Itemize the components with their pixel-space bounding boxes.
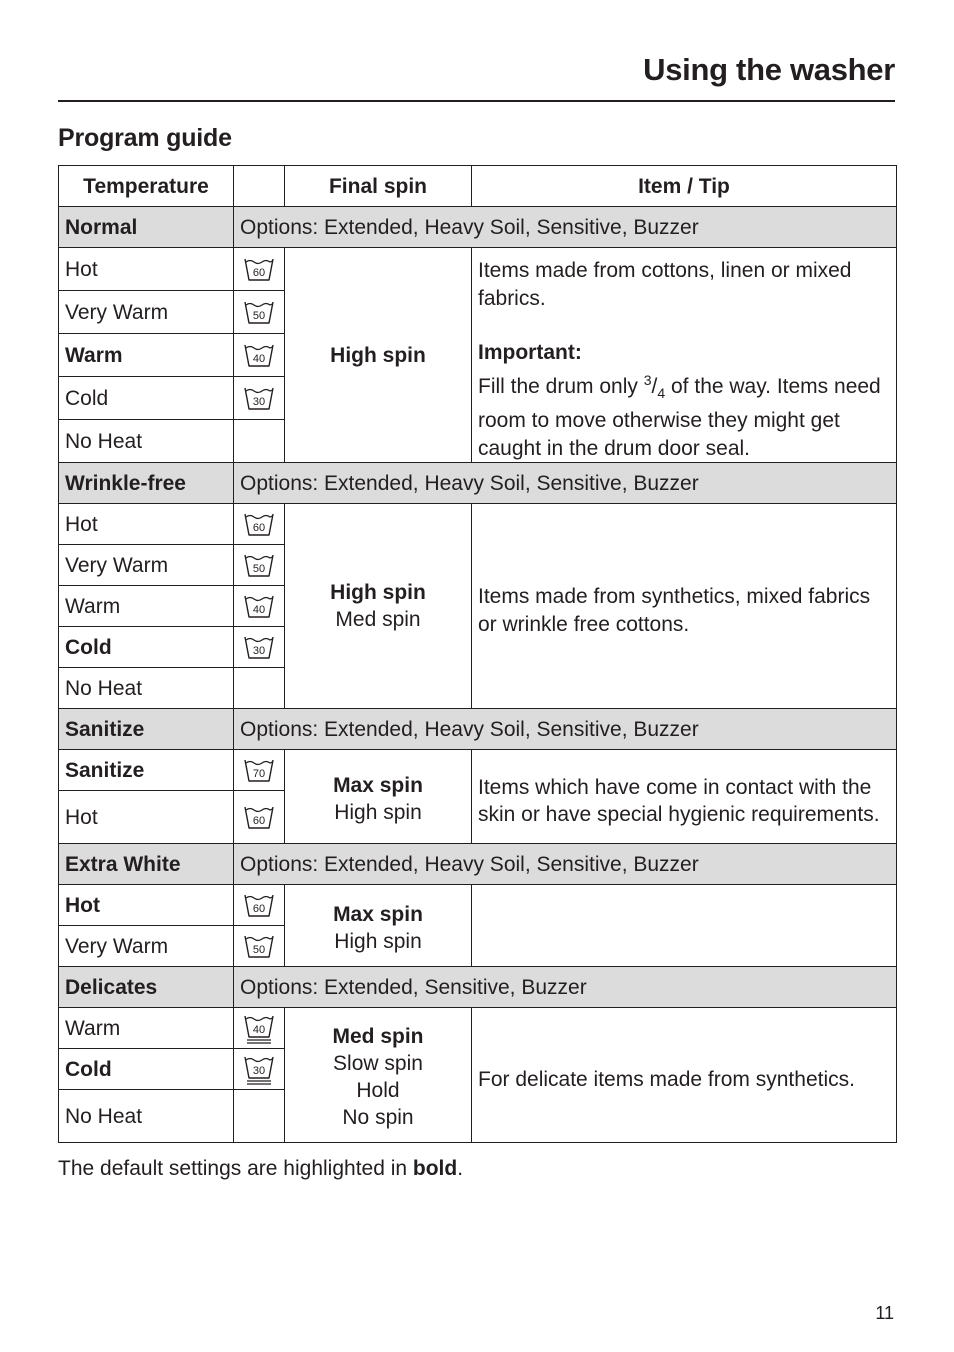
tip-text: Items which have come in contact with the skin or have special hygienic requirements.	[478, 775, 880, 827]
table-row	[59, 1008, 897, 1049]
wash-temperature-icon	[234, 377, 285, 420]
wash-temperature-icon	[234, 504, 285, 545]
wash-temperature-icon	[234, 885, 285, 926]
svg-text:30: 30	[252, 396, 266, 409]
page-number: 11	[875, 1303, 894, 1323]
temperature-cell: Very Warm	[59, 291, 234, 334]
program-row-delicates	[59, 967, 897, 1008]
program-name: Extra White	[59, 844, 234, 885]
temperature-cell: No Heat	[59, 668, 234, 709]
svg-text:30: 30	[252, 1065, 266, 1078]
program-name: Sanitize	[59, 709, 234, 750]
item-tip-cell	[472, 248, 897, 463]
svg-text:40: 40	[252, 1024, 266, 1037]
default-spin: High spin	[330, 581, 426, 605]
page-header	[58, 50, 895, 102]
temperature-cell: No Heat	[59, 420, 234, 463]
temperature-cell: Cold	[59, 377, 234, 420]
default-spin: Max spin	[333, 773, 423, 797]
spin-option: High spin	[334, 929, 422, 953]
wash-temperature-icon	[234, 926, 285, 967]
spin-option: No spin	[342, 1106, 414, 1130]
tip-text: Items made from cottons, linen or mixed fabrics.	[478, 259, 852, 310]
temperature-cell: Cold	[59, 627, 234, 668]
column-header-item-tip: Item / Tip	[472, 166, 897, 207]
column-header-temperature: Temperature	[59, 166, 234, 207]
program-name: Wrinkle-free	[59, 463, 234, 504]
empty-icon-cell	[234, 420, 285, 463]
temperature-cell: Very Warm	[59, 545, 234, 586]
item-tip-cell	[472, 1008, 897, 1143]
tip-text: Items made from synthetics, mixed fabrics or wrinkle free cottons.	[478, 585, 871, 636]
temperature-cell: Hot	[59, 791, 234, 844]
table-row	[59, 750, 897, 791]
spin-option: High spin	[334, 800, 422, 824]
empty-icon-cell	[234, 1090, 285, 1143]
table-row	[59, 248, 897, 291]
temperature-cell: Hot	[59, 504, 234, 545]
wash-temperature-icon	[234, 334, 285, 377]
program-name: Delicates	[59, 967, 234, 1008]
program-row-wrinkle-free	[59, 463, 897, 504]
program-options: Options: Extended, Heavy Soil, Sensitive, Buzzer	[234, 709, 897, 750]
important-text: Fill the drum only $^3/_4$ of the way. Items need room to move otherwise they might get caught in the drum door seal.	[478, 371, 881, 460]
section-title: Program guide	[58, 124, 232, 152]
svg-text:40: 40	[252, 604, 266, 617]
default-spin: High spin	[330, 343, 426, 367]
svg-text:60: 60	[252, 522, 266, 535]
svg-text:50: 50	[252, 944, 266, 957]
program-row-sanitize	[59, 709, 897, 750]
delicate-wash-temperature-icon	[234, 1008, 285, 1049]
svg-text:60: 60	[252, 903, 266, 916]
final-spin-cell	[285, 885, 472, 967]
default-spin: Med spin	[332, 1025, 424, 1049]
wash-temperature-icon	[234, 291, 285, 334]
program-name: Normal	[59, 207, 234, 248]
spin-option: Slow spin	[333, 1052, 423, 1076]
program-options: Options: Extended, Sensitive, Buzzer	[234, 967, 897, 1008]
program-options: Options: Extended, Heavy Soil, Sensitive, Buzzer	[234, 844, 897, 885]
spin-option: Hold	[356, 1079, 400, 1103]
temperature-cell: Sanitize	[59, 750, 234, 791]
footnote: The default settings are highlighted in bold.	[58, 1157, 464, 1180]
wash-temperature-icon	[234, 545, 285, 586]
svg-text:50: 50	[252, 563, 266, 576]
temperature-cell: Warm	[59, 1008, 234, 1049]
empty-icon-cell	[234, 668, 285, 709]
wash-temperature-icon	[234, 627, 285, 668]
item-tip-cell	[472, 750, 897, 844]
svg-text:50: 50	[252, 310, 266, 323]
spin-option: Med spin	[335, 608, 421, 632]
wash-temperature-icon	[234, 248, 285, 291]
program-row-extra-white	[59, 844, 897, 885]
program-guide-table	[58, 165, 897, 1143]
column-header-final-spin: Final spin	[285, 166, 472, 207]
svg-text:60: 60	[252, 267, 266, 280]
temperature-cell: Hot	[59, 248, 234, 291]
temperature-cell: No Heat	[59, 1090, 234, 1143]
program-options: Options: Extended, Heavy Soil, Sensitive, Buzzer	[234, 207, 897, 248]
svg-text:60: 60	[252, 815, 266, 828]
page-title: Using the washer	[643, 52, 895, 87]
wash-temperature-icon	[234, 586, 285, 627]
svg-text:70: 70	[252, 768, 266, 781]
table-row	[59, 885, 897, 926]
temperature-cell: Cold	[59, 1049, 234, 1090]
item-tip-cell	[472, 504, 897, 709]
final-spin-cell	[285, 248, 472, 463]
program-options: Options: Extended, Heavy Soil, Sensitive, Buzzer	[234, 463, 897, 504]
temperature-cell: Hot	[59, 885, 234, 926]
delicate-wash-temperature-icon	[234, 1049, 285, 1090]
column-header-icon	[234, 166, 285, 207]
final-spin-cell	[285, 1008, 472, 1143]
important-label: Important:	[478, 341, 582, 364]
default-spin: Max spin	[333, 902, 423, 926]
footnote-bold: bold	[412, 1157, 458, 1180]
wash-temperature-icon	[234, 791, 285, 844]
svg-text:30: 30	[252, 645, 266, 658]
tip-text: For delicate items made from synthetics.	[478, 1067, 855, 1091]
temperature-cell: Warm	[59, 334, 234, 377]
item-tip-cell	[472, 885, 897, 967]
temperature-cell: Warm	[59, 586, 234, 627]
table-row	[59, 504, 897, 545]
svg-text:40: 40	[252, 353, 266, 366]
final-spin-cell	[285, 504, 472, 709]
temperature-cell: Very Warm	[59, 926, 234, 967]
final-spin-cell	[285, 750, 472, 844]
wash-temperature-icon	[234, 750, 285, 791]
table-header-row	[59, 166, 897, 207]
program-row-normal	[59, 207, 897, 248]
